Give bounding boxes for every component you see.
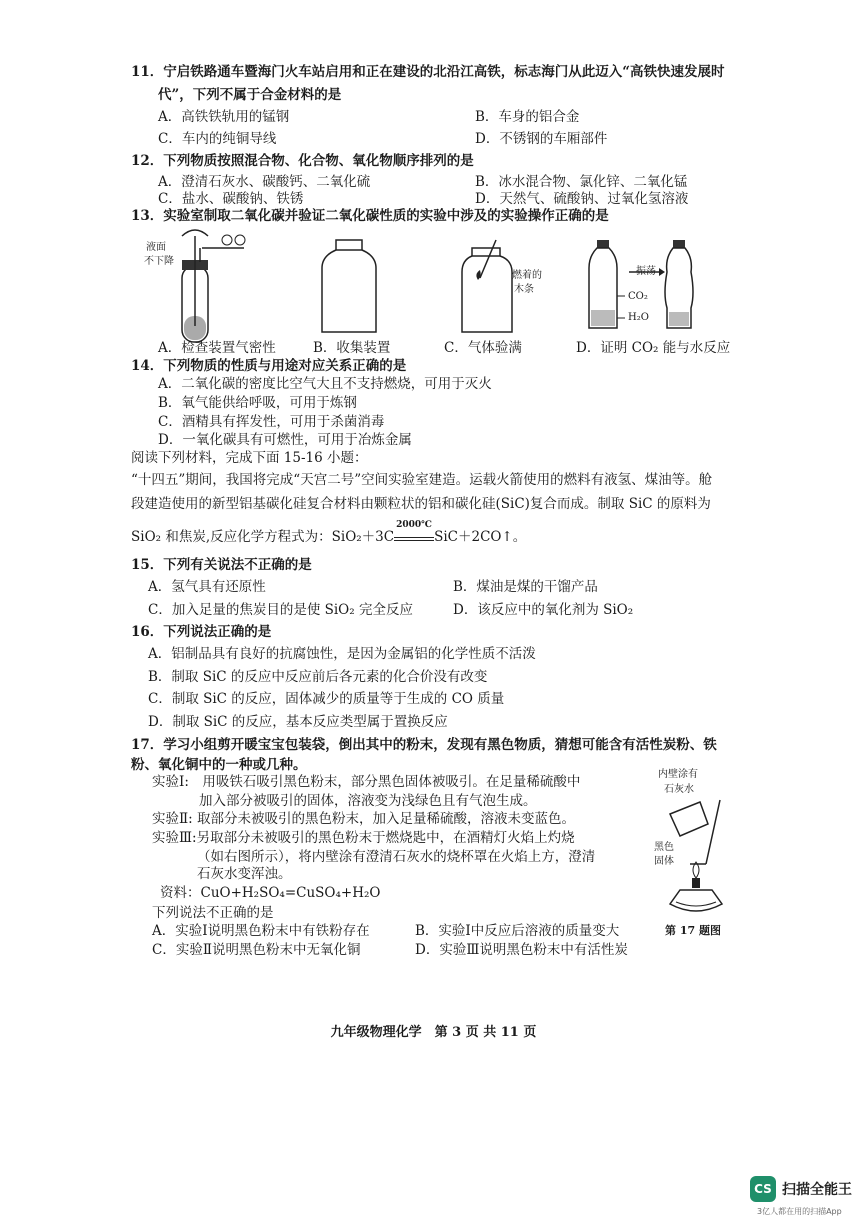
q11-option-d: D．不锈钢的车厢部件	[475, 131, 608, 147]
q11-stem-line1: 11．宁启铁路通车暨海门火车站启用和正在建设的北沿江高铁，标志海门从此迈入“高铁快速发展时	[131, 64, 725, 80]
q13-stem: 13．实验室制取二氧化碳并验证二氧化碳性质的实验中涉及的实验操作正确的是	[131, 208, 609, 224]
q14-option-c: C．酒精具有挥发性，可用于杀菌消毒	[158, 414, 385, 430]
q15-stem: 15．下列有关说法不正确的是	[131, 557, 312, 573]
equation-products: SiC＋2CO↑。	[434, 529, 527, 545]
q16-stem: 16．下列说法正确的是	[131, 624, 272, 640]
q14-option-d: D．一氧化碳具有可燃性，可用于冶炼金属	[158, 432, 412, 448]
q12-stem: 12．下列物质按照混合物、化合物、氧化物顺序排列的是	[131, 153, 474, 169]
reading-intro: 阅读下列材料，完成下面 15-16 小题：	[131, 450, 368, 466]
q16-option-b: B．制取 SiC 的反应中反应前后各元素的化合价没有改变	[148, 669, 488, 685]
q12-option-a: A．澄清石灰水、碳酸钙、二氧化硫	[158, 174, 371, 190]
q13-fig-c-label-2: 木条	[514, 284, 534, 295]
q16-option-c: C．制取 SiC 的反应，固体减少的质量等于生成的 CO 质量	[148, 691, 505, 707]
q17-fig-caption: 第 17 题图	[665, 924, 721, 937]
q14-stem: 14．下列物质的性质与用途对应关系正确的是	[131, 358, 407, 374]
equation-reactants: SiO₂ 和焦炭,反应化学方程式为：SiO₂＋3C	[131, 529, 395, 545]
scanner-app-name: 扫描全能王	[782, 1182, 852, 1198]
q17-option-b: B．实验Ⅰ中反应后溶液的质量变大	[415, 923, 620, 939]
q17-experiment-1-line2: 加入部分被吸引的固体，溶液变为浅绿色且有气泡生成。	[199, 793, 537, 809]
page-footer: 九年级物理化学 第 3 页 共 11 页	[330, 1025, 537, 1040]
q17-option-c: C．实验Ⅱ说明黑色粉末中无氧化铜	[152, 942, 361, 958]
reading-paragraph-line2: 段建造使用的新型铝基碳化硅复合材料由颗粒状的铝和碳化硅(SiC)复合而成。制取 SiC 的原料为	[131, 496, 711, 512]
q13-fig-d-label-co2: CO₂	[628, 291, 648, 302]
q13-fig-d-label-h2o: H₂O	[628, 312, 649, 323]
q13-gas-jar-figure	[318, 238, 380, 336]
q12-option-b: B．冰水混合物、氯化锌、二氧化锰	[475, 174, 688, 190]
q13-fig-c-label-1: 燃着的	[512, 270, 542, 281]
equation-condition-arrow	[394, 520, 434, 541]
q11-option-b: B．车身的铝合金	[475, 109, 580, 125]
q17-stem-line1: 17．学习小组剪开暖宝宝包装袋，倒出其中的粉末，发现有黑色物质，猜想可能含有活性炭粉、铁	[131, 737, 717, 753]
q17-ask: 下列说法不正确的是	[152, 905, 274, 921]
q17-fig-label-4: 固体	[654, 856, 674, 867]
q15-option-d: D．该反应中的氧化剂为 SiO₂	[453, 602, 634, 618]
q12-option-d: D．天然气、硫酸钠、过氧化氢溶液	[475, 191, 689, 207]
q13-option-d: D．证明 CO₂ 能与水反应	[576, 340, 731, 356]
q17-experiment-3-line3: 石灰水变浑浊。	[197, 866, 292, 882]
q17-experiment-1-line1: 实验Ⅰ: 用吸铁石吸引黑色粉末，部分黑色固体被吸引。在足量稀硫酸中	[152, 774, 581, 790]
scanner-watermark	[750, 1176, 852, 1202]
q17-fig-label-3: 黑色	[654, 842, 674, 853]
q13-option-c: C．气体验满	[444, 340, 522, 356]
reading-equation-line	[131, 520, 527, 547]
q17-option-a: A．实验Ⅰ说明黑色粉末中有铁粉存在	[152, 923, 370, 939]
scanner-logo-icon: CS	[750, 1176, 776, 1202]
q13-fig-d-label-shake: 振荡	[636, 266, 656, 277]
q16-option-a: A．铝制品具有良好的抗腐蚀性，是因为金属铝的化学性质不活泼	[148, 646, 536, 662]
q17-experiment-2: 实验Ⅱ: 取部分未被吸引的黑色粉末，加入足量稀硫酸，溶液未变蓝色。	[152, 811, 576, 827]
q11-stem-line2: 代”，下列不属于合金材料的是	[158, 87, 342, 103]
q15-option-a: A．氢气具有还原性	[148, 579, 266, 595]
q15-option-b: B．煤油是煤的干馏产品	[453, 579, 598, 595]
scanner-app-tagline: 3亿人都在用的扫描App	[757, 1207, 842, 1216]
q11-option-a: A．高铁铁轨用的锰钢	[158, 109, 290, 125]
q17-option-d: D．实验Ⅲ说明黑色粉末中有活性炭	[415, 942, 628, 958]
equation-condition: 2000℃	[396, 520, 432, 530]
q17-fig-label-2: 石灰水	[664, 784, 694, 795]
q17-stem-line2: 粉、氧化铜中的一种或几种。	[131, 757, 307, 773]
q13-option-a: A．检查装置气密性	[158, 340, 276, 356]
q15-option-c: C．加入足量的焦炭目的是使 SiO₂ 完全反应	[148, 602, 413, 618]
q12-option-c: C．盐水、碳酸钠、铁锈	[158, 191, 304, 207]
q13-option-b: B．收集装置	[313, 340, 391, 356]
q13-full-test-figure	[458, 236, 520, 336]
q13-apparatus-a-figure	[172, 226, 262, 344]
q17-info: 资料：CuO+H₂SO₄=CuSO₄+H₂O	[160, 885, 381, 901]
q14-option-a: A．二氧化碳的密度比空气大且不支持燃烧，可用于灭火	[158, 376, 492, 392]
q16-option-d: D．制取 SiC 的反应，基本反应类型属于置换反应	[148, 714, 448, 730]
q13-fig-a-label-liquid: 液面	[146, 242, 166, 253]
q17-alcohol-lamp-figure	[660, 794, 740, 920]
q17-fig-label-1: 内壁涂有	[658, 769, 698, 780]
reading-paragraph-line1: “十四五”期间，我国将完成“天宫二号”空间实验室建造。运载火箭使用的燃料有液氢、煤油等。舱	[131, 472, 713, 488]
q17-experiment-3-line1: 实验Ⅲ:另取部分未被吸引的黑色粉末于燃烧匙中，在酒精灯火焰上灼烧	[152, 830, 575, 846]
q13-fig-a-label-drop: 不下降	[144, 256, 174, 267]
q17-experiment-3-line2: （如右图所示），将内壁涂有澄清石灰水的烧杯罩在火焰上方，澄清	[197, 849, 596, 865]
q14-option-b: B．氧气能供给呼吸，可用于炼钢	[158, 395, 357, 411]
q11-option-c: C．车内的纯铜导线	[158, 131, 277, 147]
